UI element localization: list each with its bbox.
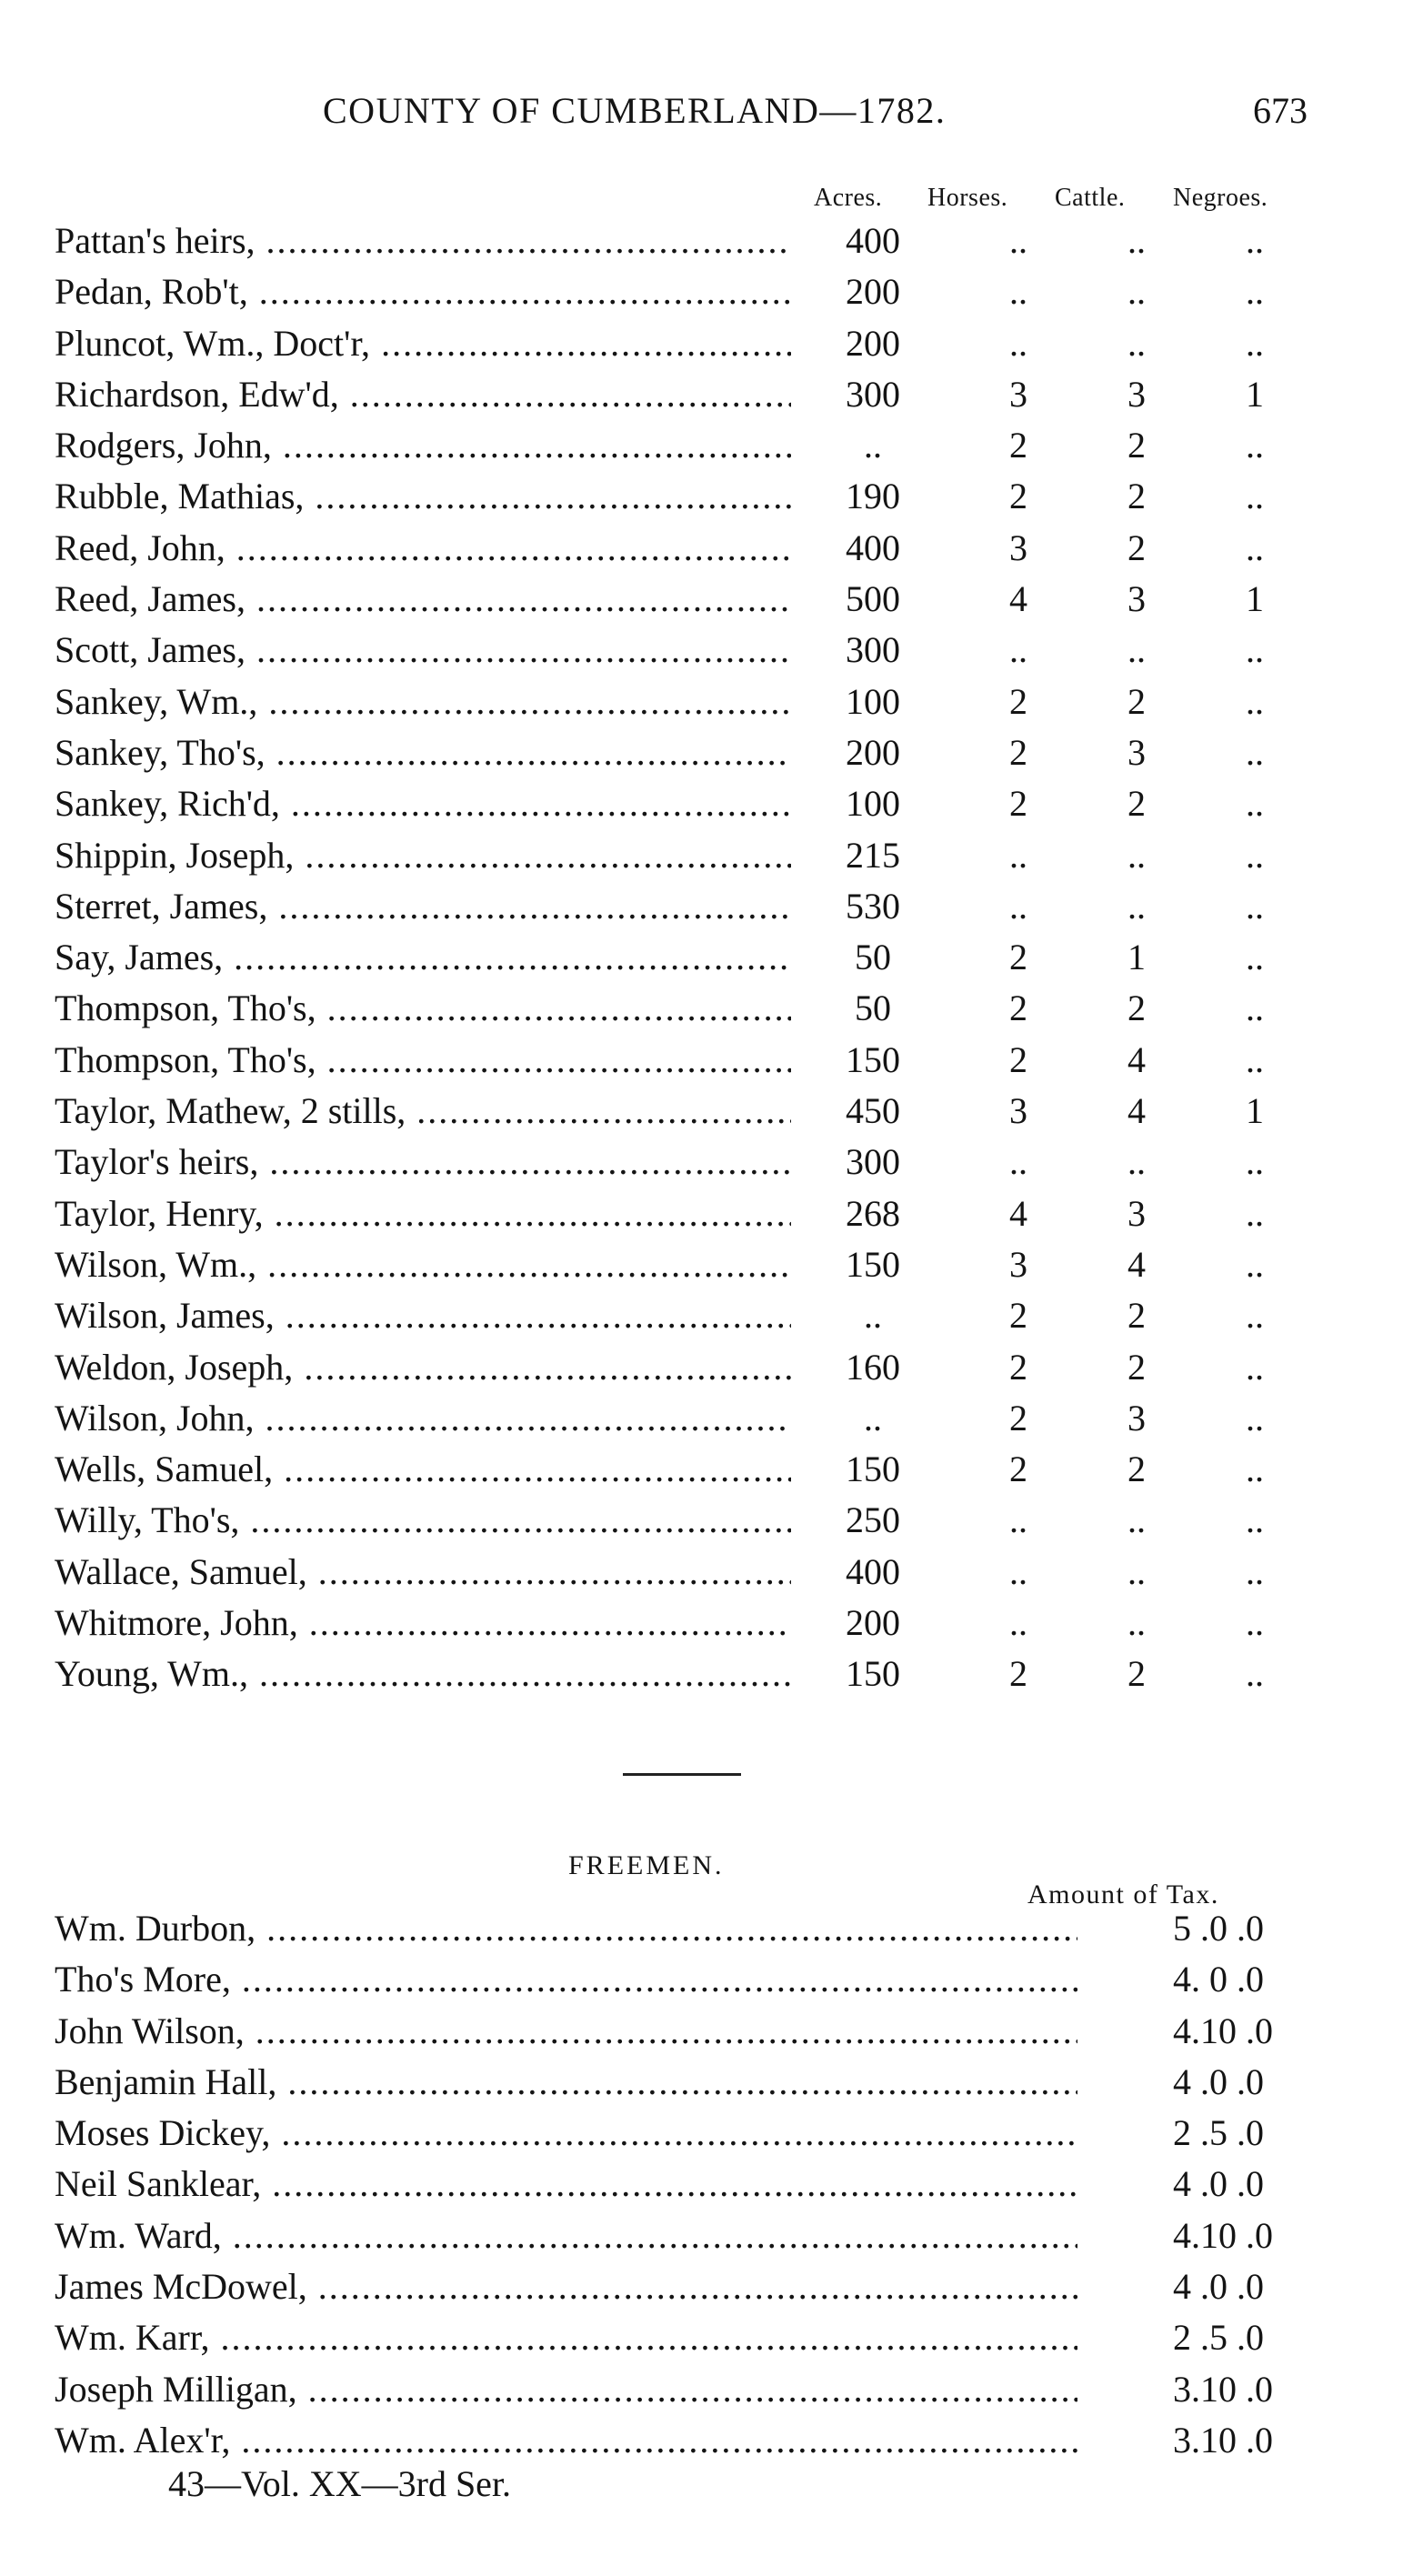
cattle-value: 4 [1127, 1038, 1146, 1080]
negroes-value: .. [1246, 1192, 1264, 1234]
freeman-tax-amount: 5 .0 .0 [1173, 1908, 1264, 1949]
negroes-value: .. [1246, 1397, 1264, 1438]
freeman-row [0, 1954, 1423, 2005]
negroes-value: .. [1246, 885, 1264, 927]
negroes-value: .. [1246, 526, 1264, 568]
freeman-row [0, 1903, 1423, 1954]
freeman-name: Wm. Ward, ..... [55, 2210, 1077, 2261]
horses-value: 2 [1009, 987, 1027, 1029]
freeman-tax-amount: 4.10 .0 [1173, 2214, 1273, 2256]
table-row [0, 266, 1423, 317]
horses-value: .. [1009, 629, 1027, 671]
horses-value: .. [1009, 322, 1027, 364]
freeman-tax-amount: 4 .0 .0 [1173, 2060, 1264, 2102]
acres-value: 400 [846, 220, 900, 261]
negroes-value: .. [1246, 629, 1264, 671]
cattle-value: .. [1127, 629, 1146, 671]
page-number: 673 [1253, 90, 1308, 131]
table-row [0, 1547, 1423, 1598]
table-row [0, 881, 1423, 932]
acres-value: 268 [846, 1192, 900, 1234]
freeman-name: Benjamin Hall, ..... [55, 2057, 1077, 2108]
horses-value: .. [1009, 1550, 1027, 1592]
horses-value: .. [1009, 1602, 1027, 1644]
negroes-value: .. [1246, 731, 1264, 773]
acres-value: 500 [846, 578, 900, 620]
horses-value: 2 [1009, 937, 1027, 978]
horses-value: 4 [1009, 578, 1027, 620]
freeman-name: Neil Sanklear, ..... [55, 2159, 1077, 2210]
table-row [0, 1598, 1423, 1649]
row-name: Wells, Samuel, ..... [55, 1444, 791, 1495]
acres-value: 250 [846, 1499, 900, 1541]
running-title: COUNTY OF CUMBERLAND—1782. [323, 90, 947, 131]
section-divider [623, 1773, 741, 1776]
cattle-value: 2 [1127, 1295, 1146, 1337]
negroes-value: .. [1246, 783, 1264, 825]
acres-value: 450 [846, 1090, 900, 1132]
negroes-value: .. [1246, 1038, 1264, 1080]
cattle-value: 4 [1127, 1243, 1146, 1285]
freeman-row [0, 2159, 1423, 2210]
horses-value: .. [1009, 885, 1027, 927]
footer-signature: 43—Vol. XX—3rd Ser. [168, 2463, 512, 2504]
acres-value: 50 [855, 937, 891, 978]
freeman-tax-amount: 4. 0 .0 [1173, 1959, 1264, 2000]
cattle-value: 3 [1127, 578, 1146, 620]
freemen-heading: FREEMEN. [568, 1850, 725, 1880]
freeman-tax-amount: 2 .5 .0 [1173, 2317, 1264, 2359]
acres-value: 100 [846, 680, 900, 722]
acres-value: 400 [846, 1550, 900, 1592]
acres-value: 200 [846, 731, 900, 773]
acres-value: 100 [846, 783, 900, 825]
row-name: Taylor, Henry, ..... [55, 1188, 791, 1239]
horses-value: 3 [1009, 1090, 1027, 1132]
freeman-tax-amount: 2 .5 .0 [1173, 2112, 1264, 2154]
row-name: Sterret, James, ..... [55, 881, 791, 932]
table-row [0, 1188, 1423, 1239]
acres-value: 150 [846, 1038, 900, 1080]
cattle-value: 2 [1127, 1448, 1146, 1490]
cattle-value: 3 [1127, 1397, 1146, 1438]
freeman-row [0, 2210, 1423, 2261]
row-name: Sankey, Wm., ..... [55, 677, 791, 727]
acres-value: 300 [846, 629, 900, 671]
row-name: Wilson, John, ..... [55, 1393, 791, 1444]
negroes-value: .. [1246, 1141, 1264, 1183]
negroes-value: .. [1246, 1653, 1264, 1695]
table-row [0, 1086, 1423, 1137]
horses-value: 2 [1009, 1397, 1027, 1438]
cattle-value: .. [1127, 220, 1146, 261]
negroes-value: 1 [1246, 578, 1264, 620]
acres-value: .. [864, 425, 882, 466]
table-row [0, 778, 1423, 829]
table-row [0, 420, 1423, 471]
row-name: Pedan, Rob't, ..... [55, 266, 791, 317]
cattle-value: 3 [1127, 731, 1146, 773]
table-row [0, 1393, 1423, 1444]
freeman-row [0, 2261, 1423, 2312]
row-name: Whitmore, John, ..... [55, 1598, 791, 1649]
table-row [0, 1239, 1423, 1290]
freeman-name: Wm. Karr, ..... [55, 2312, 1077, 2363]
horses-value: 2 [1009, 1653, 1027, 1695]
acres-value: .. [864, 1295, 882, 1337]
table-row [0, 1290, 1423, 1341]
cattle-value: .. [1127, 322, 1146, 364]
freeman-row [0, 2312, 1423, 2363]
cattle-value: .. [1127, 1550, 1146, 1592]
cattle-value: 2 [1127, 987, 1146, 1029]
horses-value: 2 [1009, 425, 1027, 466]
table-row [0, 523, 1423, 574]
column-header-horses: Horses. [927, 184, 1008, 212]
freeman-row [0, 2057, 1423, 2108]
table-row [0, 318, 1423, 369]
row-name: Wilson, James, ..... [55, 1290, 791, 1341]
cattle-value: .. [1127, 271, 1146, 313]
negroes-value: .. [1246, 1550, 1264, 1592]
acres-value: 300 [846, 1141, 900, 1183]
negroes-value: .. [1246, 1448, 1264, 1490]
horses-value: .. [1009, 834, 1027, 876]
horses-value: 3 [1009, 373, 1027, 415]
freeman-tax-amount: 4 .0 .0 [1173, 2266, 1264, 2308]
freeman-name: James McDowel, ..... [55, 2261, 1077, 2312]
table-row [0, 1495, 1423, 1546]
freeman-tax-amount: 4 .0 .0 [1173, 2163, 1264, 2205]
row-name: Sankey, Tho's, ..... [55, 727, 791, 778]
cattle-value: 2 [1127, 1346, 1146, 1388]
freeman-tax-amount: 3.10 .0 [1173, 2368, 1273, 2410]
negroes-value: .. [1246, 1295, 1264, 1337]
horses-value: 2 [1009, 731, 1027, 773]
cattle-value: .. [1127, 885, 1146, 927]
horses-value: 3 [1009, 1243, 1027, 1285]
negroes-value: .. [1246, 322, 1264, 364]
horses-value: .. [1009, 1499, 1027, 1541]
table-row [0, 1342, 1423, 1393]
negroes-value: .. [1246, 1346, 1264, 1388]
row-name: Rodgers, John, ..... [55, 420, 791, 471]
row-name: Sankey, Rich'd, ..... [55, 778, 791, 829]
column-header-cattle: Cattle. [1055, 184, 1126, 212]
table-row [0, 1444, 1423, 1495]
freeman-name: Tho's More, ..... [55, 1954, 1077, 2005]
cattle-value: 2 [1127, 680, 1146, 722]
table-row [0, 932, 1423, 983]
freeman-row [0, 2006, 1423, 2057]
row-name: Thompson, Tho's, ..... [55, 983, 791, 1034]
negroes-value: .. [1246, 1499, 1264, 1541]
table-row [0, 727, 1423, 778]
freeman-tax-amount: 4.10 .0 [1173, 2010, 1273, 2051]
negroes-value: .. [1246, 1243, 1264, 1285]
acres-value: 200 [846, 271, 900, 313]
negroes-value: 1 [1246, 373, 1264, 415]
amount-of-tax-header: Amount of Tax. [1027, 1879, 1219, 1909]
acres-value: 50 [855, 987, 891, 1029]
horses-value: 2 [1009, 1038, 1027, 1080]
negroes-value: .. [1246, 220, 1264, 261]
horses-value: .. [1009, 220, 1027, 261]
freeman-row [0, 2415, 1423, 2466]
freeman-row [0, 2108, 1423, 2159]
negroes-value: .. [1246, 271, 1264, 313]
negroes-value: .. [1246, 834, 1264, 876]
acres-value: 200 [846, 1602, 900, 1644]
cattle-value: 2 [1127, 1653, 1146, 1695]
row-name: Wallace, Samuel, ..... [55, 1547, 791, 1598]
acres-value: 530 [846, 885, 900, 927]
horses-value: 2 [1009, 1346, 1027, 1388]
table-row [0, 1137, 1423, 1188]
freeman-name: Wm. Durbon, ..... [55, 1903, 1077, 1954]
row-name: Shippin, Joseph, ..... [55, 830, 791, 881]
freeman-name: Joseph Milligan, ..... [55, 2364, 1077, 2415]
horses-value: 2 [1009, 1295, 1027, 1337]
freeman-name: Moses Dickey, ..... [55, 2108, 1077, 2159]
negroes-value: .. [1246, 1602, 1264, 1644]
cattle-value: .. [1127, 1602, 1146, 1644]
horses-value: 3 [1009, 526, 1027, 568]
row-name: Weldon, Joseph, ..... [55, 1342, 791, 1393]
cattle-value: 4 [1127, 1090, 1146, 1132]
freeman-name: John Wilson, ..... [55, 2006, 1077, 2057]
cattle-value: 2 [1127, 526, 1146, 568]
table-row [0, 677, 1423, 727]
table-row [0, 471, 1423, 522]
column-header-negroes: Negroes. [1173, 184, 1268, 212]
acres-value: 400 [846, 526, 900, 568]
table-row [0, 830, 1423, 881]
row-name: Rubble, Mathias, ..... [55, 471, 791, 522]
negroes-value: .. [1246, 987, 1264, 1029]
horses-value: 4 [1009, 1192, 1027, 1234]
table-row [0, 983, 1423, 1034]
row-name: Reed, James, ..... [55, 574, 791, 625]
freeman-tax-amount: 3.10 .0 [1173, 2419, 1273, 2461]
negroes-value: .. [1246, 937, 1264, 978]
cattle-value: 2 [1127, 476, 1146, 517]
page-header [0, 89, 1423, 144]
freemen-list [0, 1903, 1423, 2466]
cattle-value: .. [1127, 1499, 1146, 1541]
freeman-row [0, 2364, 1423, 2415]
column-header-acres: Acres. [814, 184, 883, 212]
freeman-name: Wm. Alex'r, ..... [55, 2415, 1077, 2466]
cattle-value: 2 [1127, 425, 1146, 466]
cattle-value: 3 [1127, 373, 1146, 415]
table-row [0, 1035, 1423, 1086]
horses-value: 2 [1009, 680, 1027, 722]
table-row [0, 1649, 1423, 1699]
acres-value: 150 [846, 1243, 900, 1285]
horses-value: 2 [1009, 476, 1027, 517]
table-row [0, 216, 1423, 266]
acres-value: 150 [846, 1448, 900, 1490]
acres-value: 215 [846, 834, 900, 876]
cattle-value: 3 [1127, 1192, 1146, 1234]
row-name: Taylor, Mathew, 2 stills, ..... [55, 1086, 791, 1137]
table-row [0, 369, 1423, 420]
horses-value: .. [1009, 271, 1027, 313]
acres-value: .. [864, 1397, 882, 1438]
assessment-table [0, 216, 1423, 1700]
row-name: Willy, Tho's, ..... [55, 1495, 791, 1546]
table-row [0, 625, 1423, 676]
cattle-value: .. [1127, 1141, 1146, 1183]
horses-value: 2 [1009, 1448, 1027, 1490]
row-name: Richardson, Edw'd, ..... [55, 369, 791, 420]
row-name: Taylor's heirs, ..... [55, 1137, 791, 1188]
negroes-value: .. [1246, 680, 1264, 722]
acres-value: 200 [846, 322, 900, 364]
table-row [0, 574, 1423, 625]
cattle-value: 1 [1127, 937, 1146, 978]
negroes-value: .. [1246, 476, 1264, 517]
row-name: Thompson, Tho's, ..... [55, 1035, 791, 1086]
horses-value: 2 [1009, 783, 1027, 825]
negroes-value: 1 [1246, 1090, 1264, 1132]
acres-value: 300 [846, 373, 900, 415]
negroes-value: .. [1246, 425, 1264, 466]
row-name: Pluncot, Wm., Doct'r, ..... [55, 318, 791, 369]
acres-value: 150 [846, 1653, 900, 1695]
row-name: Wilson, Wm., ..... [55, 1239, 791, 1290]
cattle-value: 2 [1127, 783, 1146, 825]
row-name: Pattan's heirs, ..... [55, 216, 791, 266]
horses-value: .. [1009, 1141, 1027, 1183]
row-name: Say, James, ..... [55, 932, 791, 983]
row-name: Scott, James, ..... [55, 625, 791, 676]
acres-value: 160 [846, 1346, 900, 1388]
row-name: Reed, John, ..... [55, 523, 791, 574]
acres-value: 190 [846, 476, 900, 517]
row-name: Young, Wm., ..... [55, 1649, 791, 1699]
cattle-value: .. [1127, 834, 1146, 876]
